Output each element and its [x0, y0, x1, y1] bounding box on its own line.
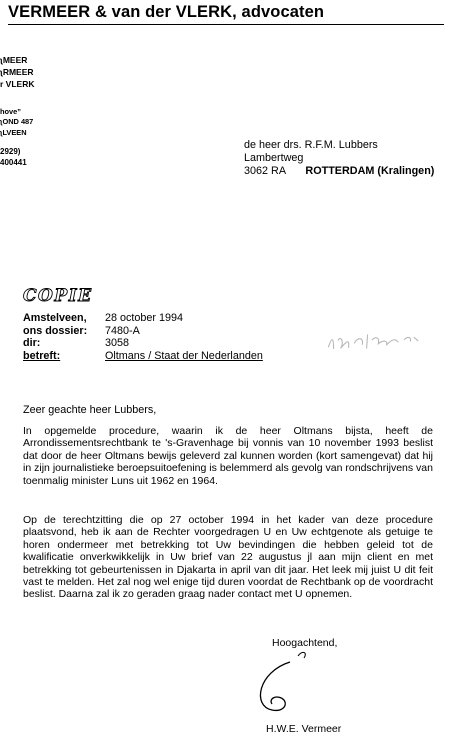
handwritten-annotation — [323, 325, 424, 356]
partner-name: r VLERK — [0, 79, 35, 89]
phone-line: 2929) — [0, 147, 21, 156]
recipient-city-line — [244, 165, 434, 178]
dossier-number: 7480-A — [105, 324, 140, 337]
meta-row-dossier — [23, 325, 295, 338]
office-phone — [0, 146, 27, 168]
office-address — [0, 107, 33, 138]
signature — [238, 648, 358, 728]
dossier-label: ons dossier: — [23, 324, 88, 337]
recipient-street: Lambertweg — [244, 151, 304, 164]
body-paragraph: In opgemelde procedure, waarin ik de heer Oltmans bijsta, heeft de Arrondissementsrechtbank te 's-Gravenhage bij vonnis van 10 november 1993 beslist dat door de heer Oltmans bewijs geleverd zal kunnen worden (kort samengevat) dat hij in zijn journalistieke beroepsuitoefening is belemmerd als gevolg van rondschrijvens van toenmalig minister Luns uit 1962 en 1964. — [23, 425, 433, 487]
letter-meta — [23, 312, 295, 362]
partner-list — [0, 54, 34, 90]
address-line: ʅLVEEN — [0, 127, 27, 137]
recipient-postcode: 3062 RA — [244, 164, 286, 177]
address-line: hove” — [0, 107, 21, 116]
recipient-city: ROTTERDAM (Kralingen) — [305, 164, 435, 177]
partner-name: ʅMEER — [0, 55, 28, 65]
header-rule — [8, 24, 444, 25]
closing: Hoogachtend, — [272, 637, 338, 649]
partner-name: ʅRMEER — [0, 67, 34, 77]
address-line: ʅOND 487 — [0, 117, 34, 127]
meta-row-dir — [23, 337, 295, 350]
recipient-address — [244, 139, 434, 177]
signer-name: H.W.E. Vermeer — [266, 723, 342, 735]
body-paragraph: Op de terechtzitting die op 27 october 1994 in het kader van deze procedure plaatsvond, heb ik aan de Rechter voorgedragen U en Uw echtgenote als getuige te horen ondermeer met betrekking tot Uw bevindingen die hebben geleid tot de kwalificatie onverkwikkelijk in Uw brief van 22 augustus jl aan mijn client en met betrekking tot gebeurtenissen in Djakarta in april van dit jaar. Het leek mij juist U dit feit vast te melden. Het zal nog wel enige tijd duren voordat de Rechtbank op de voordracht beslist. Daarna zal ik zo geraden graag nader contact met U opnemen. — [23, 514, 433, 601]
firm-name: VERMEER & van der VLERK, advocaten — [8, 3, 325, 21]
recipient-name: de heer drs. R.F.M. Lubbers — [244, 139, 378, 151]
subject-label: betreft: — [23, 349, 61, 362]
dir-number: 3058 — [105, 337, 130, 349]
salutation: Zeer geachte heer Lubbers, — [23, 404, 157, 416]
place-label: Amstelveen, — [23, 312, 87, 324]
phone-line: 400441 — [0, 158, 27, 167]
subject-text: Oltmans / Staat der Nederlanden — [105, 349, 263, 362]
copy-stamp: COPIE — [23, 286, 93, 306]
letter-date: 28 october 1994 — [105, 312, 184, 324]
meta-row-date — [23, 312, 295, 325]
dir-label: dir: — [23, 337, 41, 349]
meta-row-subject — [23, 350, 295, 363]
